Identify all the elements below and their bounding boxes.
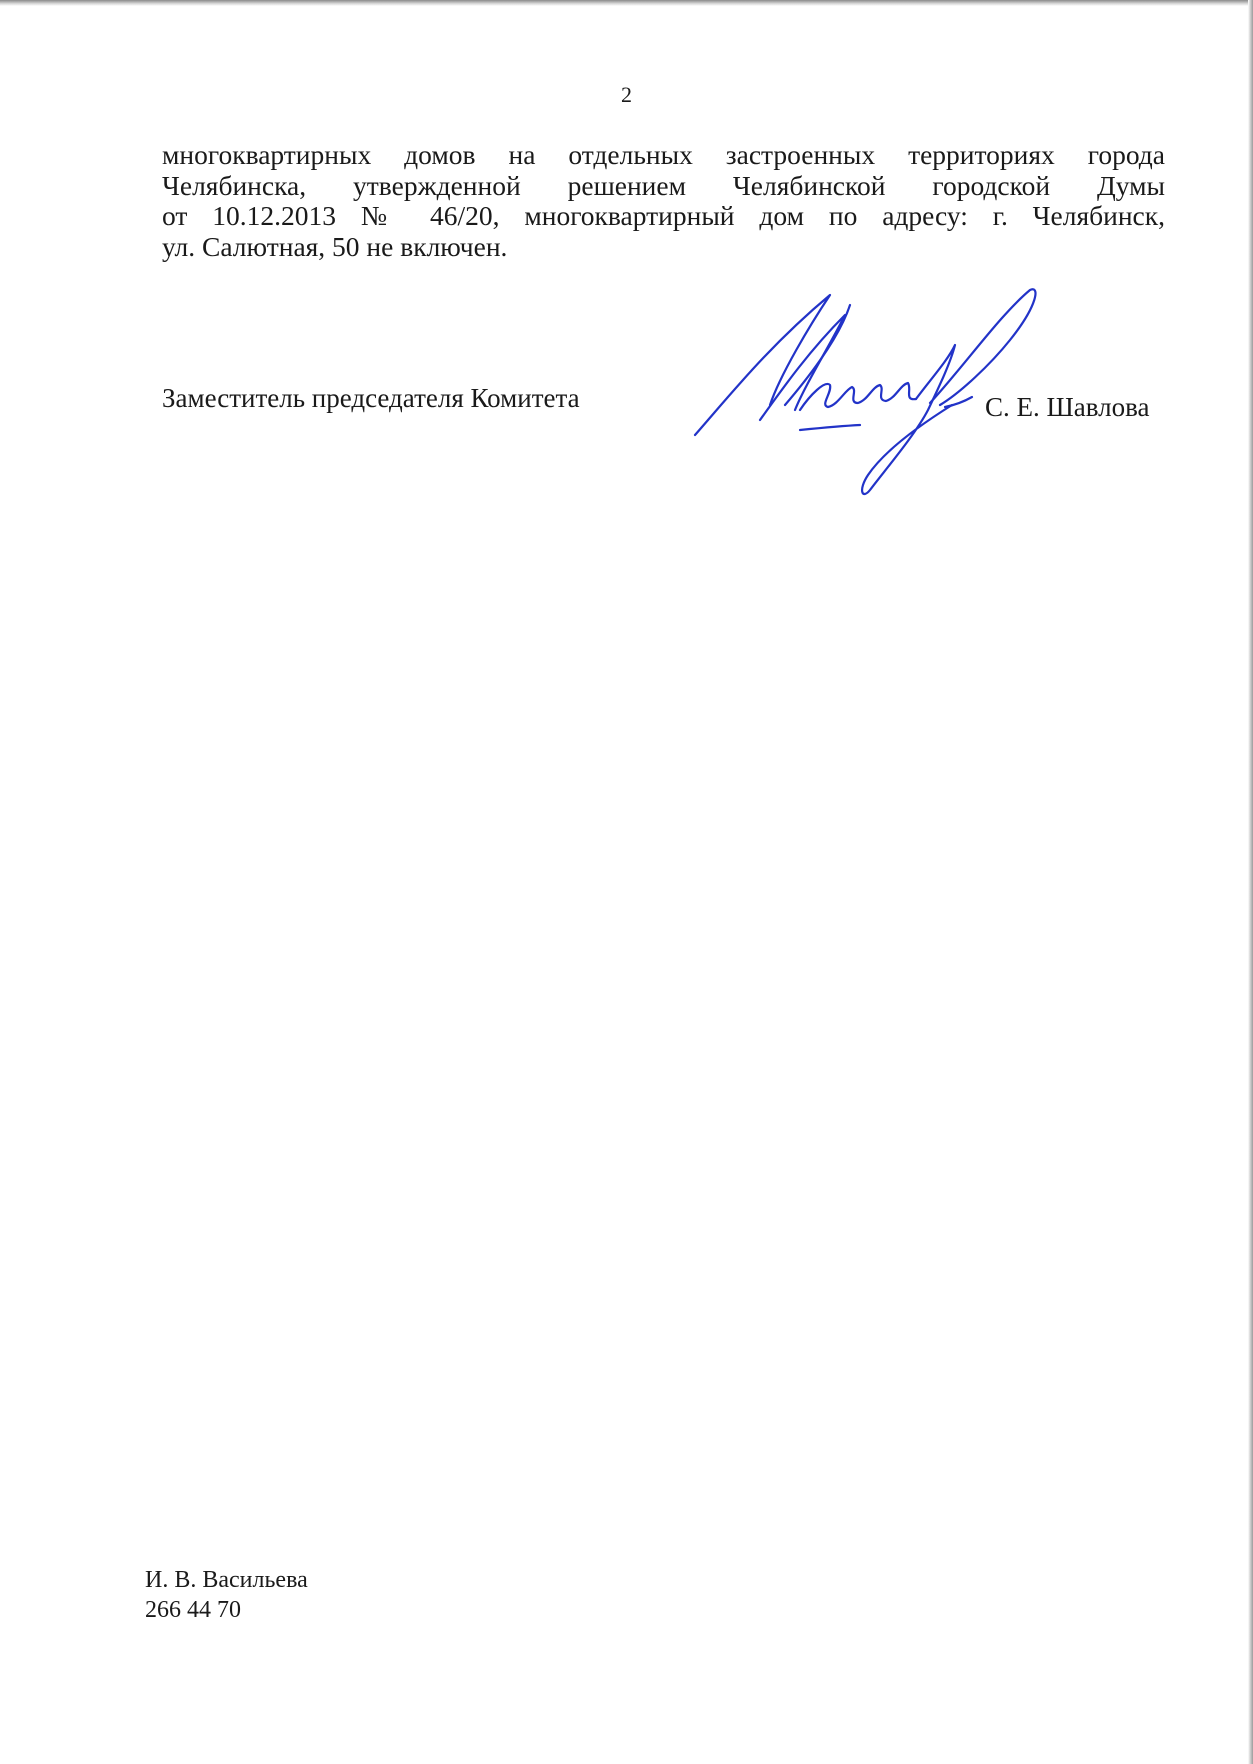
signer-name: С. Е. Шавлова bbox=[985, 392, 1150, 422]
scan-edge-right bbox=[1248, 0, 1253, 1764]
body-line: Челябинска, утвержденной решением Челябинской городской Думы bbox=[162, 169, 1165, 201]
body-paragraph bbox=[162, 140, 1165, 262]
body-line: от 10.12.2013 № 46/20, многоквартирный дом по адресу: г. Челябинск, bbox=[162, 200, 1165, 231]
body-line: многоквартирных домов на отдельных застроенных территориях города bbox=[162, 139, 1165, 170]
scan-edge-top bbox=[0, 0, 1253, 6]
signer-title: Заместитель председателя Комитета bbox=[162, 383, 580, 413]
page-number: 2 bbox=[621, 82, 632, 107]
body-line: ул. Салютная, 50 не включен. bbox=[162, 230, 508, 262]
performer-name: И. В. Васильева bbox=[145, 1567, 308, 1593]
performer-phone: 266 44 70 bbox=[145, 1597, 241, 1623]
